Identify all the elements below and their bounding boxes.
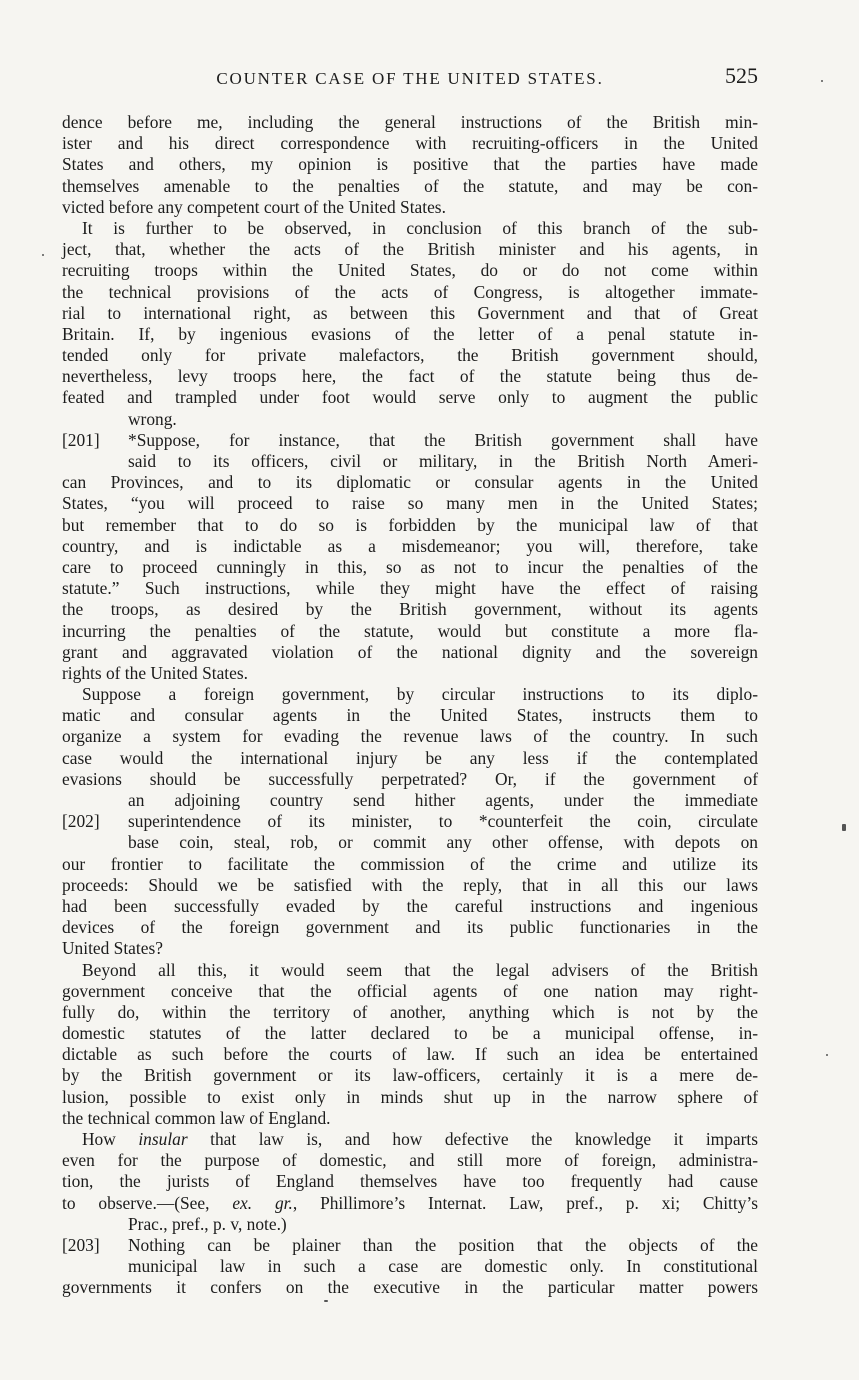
text-line: States and others, my opinion is positive that the parties have made — [62, 154, 758, 175]
page-number: 525 — [725, 63, 758, 88]
text-line: government conceive that the official agents of one nation may right- — [62, 980, 758, 1001]
text-line: devices of the foreign government and its public functionaries in the — [62, 917, 758, 938]
body-text — [62, 112, 758, 1299]
text-line: the technical common law of England. — [62, 1107, 331, 1128]
text-line: recruiting troops within the United States, do or do not come within — [62, 260, 758, 281]
text-line: said to its officers, civil or military, in the British North Ameri- — [128, 451, 758, 471]
text-line: base coin, steal, rob, or commit any other offense, with depots on — [128, 832, 758, 853]
text-line: but remember that to do so is forbidden by the municipal law of that — [62, 514, 758, 535]
scan-speck — [826, 1054, 828, 1056]
text-line-content: *Suppose, for instance, that the British government shall have — [128, 429, 758, 450]
running-head — [60, 63, 760, 97]
text-line: care to proceed cunningly in this, so as not to incur the penalties of the — [62, 556, 758, 577]
text-line: Beyond all this, it would seem that the legal advisers of the British — [82, 959, 758, 980]
text-line: can Provinces, and to its diplomatic or consular agents in the United — [62, 472, 758, 493]
text-line: country, and is indictable as a misdemeanor; you will, therefore, take — [62, 535, 758, 556]
text-line — [62, 1235, 758, 1256]
text-line: lusion, possible to exist only in minds shut up in the narrow sphere of — [62, 1086, 758, 1107]
text-line: evasions should be successfully perpetrated? Or, if the government of — [62, 768, 758, 789]
text-line: rial to international right, as between this Government and that of Great — [62, 302, 758, 323]
text-line: dictable as such before the courts of law. If such an idea be entertained — [62, 1044, 758, 1065]
text-line: Suppose a foreign government, by circular instructions to its diplo- — [82, 684, 758, 705]
text-line: governments it confers on the executive in the particular matter powers — [62, 1277, 758, 1298]
text-line: proceeds: Should we be satisfied with the reply, that in all this our laws — [62, 874, 758, 895]
text-line: dence before me, including the general instructions of the British min- — [62, 112, 758, 132]
text-line: themselves amenable to the penalties of the statute, and may be con- — [62, 175, 758, 196]
text-line: matic and consular agents in the United States, instructs them to — [62, 705, 758, 726]
margin-page-reference: [201] — [62, 429, 100, 450]
text-line: fully do, within the territory of another, anything which is not by the — [62, 1001, 758, 1022]
text-line: tended only for private malefactors, the British government should, — [62, 345, 758, 366]
text-line — [62, 811, 758, 832]
scan-speck — [42, 254, 44, 256]
text-line: had been successfully evaded by the careful instructions and ingenious — [62, 895, 758, 916]
text-line: municipal law in such a case are domestic only. In constitutional — [128, 1256, 758, 1277]
text-line: victed before any competent court of the United States. — [62, 196, 446, 217]
text-line: the troops, as desired by the British government, without its agents — [62, 599, 758, 620]
text-line: case would the international injury be any less if the contemplated — [62, 747, 758, 768]
text-line: Prac., pref., p. v, note.) — [128, 1213, 287, 1234]
text-line: ister and his direct correspondence with recruiting-officers in the United — [62, 133, 758, 154]
text-line: to observe.—(See, ex. gr., Phillimore’s Internat. Law, pref., p. xi; Chitty’s — [62, 1192, 758, 1213]
margin-page-reference: [202] — [62, 811, 100, 832]
text-line: our frontier to facilitate the commission of the crime and utilize its — [62, 853, 758, 874]
text-line: wrong. — [128, 408, 177, 429]
text-line — [62, 430, 758, 451]
scan-speck — [324, 1300, 328, 1302]
text-line: even for the purpose of domestic, and still more of foreign, administra- — [62, 1150, 758, 1171]
text-line: ject, that, whether the acts of the British minister and his agents, in — [62, 239, 758, 260]
text-line: the technical provisions of the acts of Congress, is altogether immate- — [62, 281, 758, 302]
scan-speck — [842, 824, 846, 831]
text-line: statute.” Such instructions, while they might have the effect of raising — [62, 578, 758, 599]
text-line: feated and trampled under foot would serve only to augment the public — [62, 387, 758, 408]
text-line: an adjoining country send hither agents, under the immediate — [128, 790, 758, 810]
running-title: COUNTER CASE OF THE UNITED STATES. — [216, 69, 604, 88]
text-line: How insular that law is, and how defective the knowledge it imparts — [82, 1129, 758, 1149]
text-line: Britain. If, by ingenious evasions of the letter of a penal statute in- — [62, 323, 758, 344]
text-line: incurring the penalties of the statute, would but constitute a more fla- — [62, 620, 758, 641]
text-line: United States? — [62, 938, 163, 959]
text-line: domestic statutes of the latter declared to be a municipal offense, in- — [62, 1023, 758, 1044]
text-line-content: superintendence of its minister, to *counterfeit the coin, circulate — [128, 811, 758, 832]
text-line: States, “you will proceed to raise so many men in the United States; — [62, 493, 758, 514]
text-line: organize a system for evading the revenue laws of the country. In such — [62, 726, 758, 747]
text-line: by the British government or its law-officers, certainly it is a mere de- — [62, 1065, 758, 1086]
text-line: tion, the jurists of England themselves have too frequently had cause — [62, 1171, 758, 1192]
text-line: nevertheless, levy troops here, the fact of the statute being thus de- — [62, 366, 758, 387]
margin-page-reference: [203] — [62, 1234, 100, 1255]
scan-speck — [821, 80, 823, 82]
text-line: rights of the United States. — [62, 662, 248, 683]
text-line: It is further to be observed, in conclusion of this branch of the sub- — [82, 217, 758, 238]
text-line-content: Nothing can be plainer than the position that the objects of the — [128, 1234, 758, 1255]
text-line: grant and aggravated violation of the national dignity and the sovereign — [62, 641, 758, 662]
